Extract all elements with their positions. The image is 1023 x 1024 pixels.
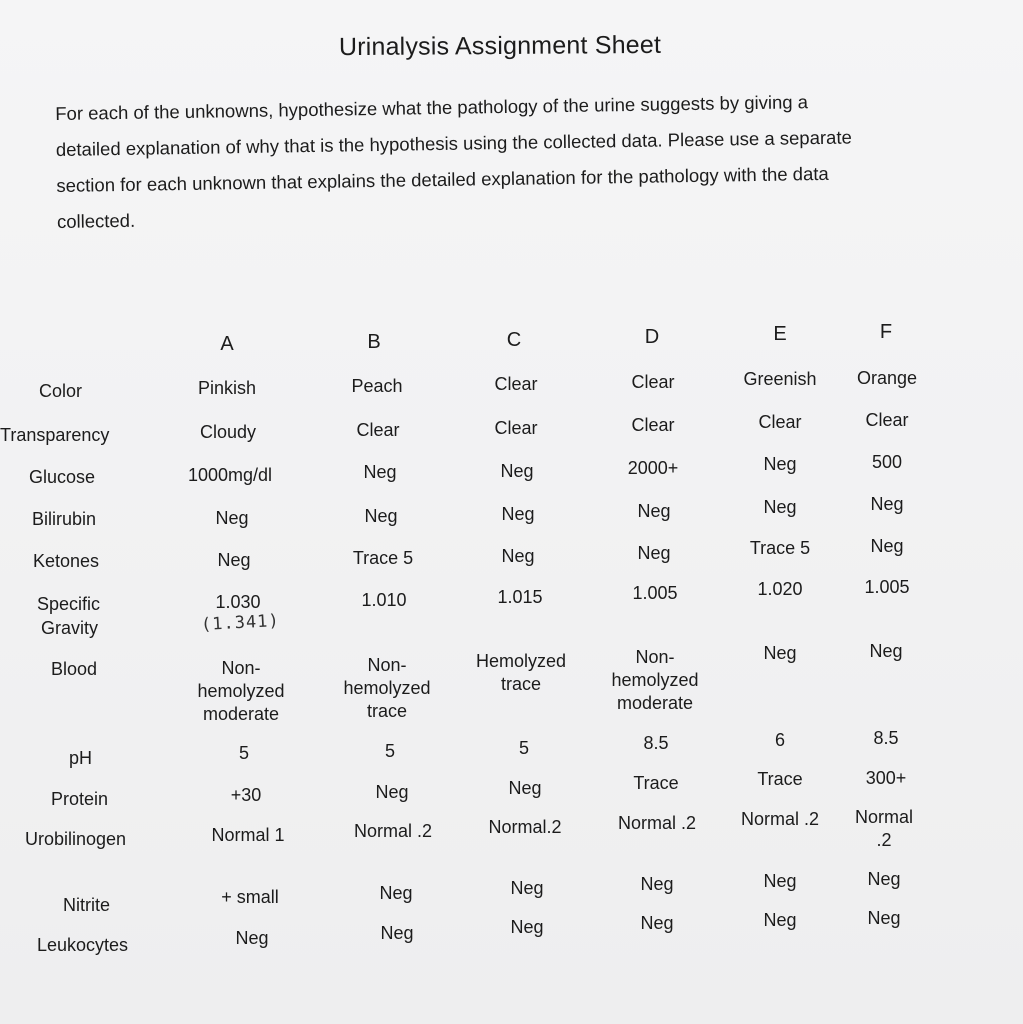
cell-bilirubin-d: Neg	[637, 501, 671, 521]
cell-specific-gravity-b: 1.010	[361, 590, 407, 610]
cell-leukocytes-f: Neg	[867, 908, 901, 928]
cell-urobilinogen-f-line2: .2	[876, 830, 892, 850]
cell-bilirubin-c: Neg	[501, 504, 535, 524]
cell-color-d: Clear	[631, 372, 675, 392]
instructions-line: detailed explanation of why that is the hypothesis using the collected data. Please use a separate	[55, 126, 852, 160]
row-label-blood: Blood	[51, 659, 98, 679]
cell-ph-e: 6	[774, 730, 785, 750]
cell-color-c: Clear	[494, 374, 538, 394]
instructions-line: section for each unknown that explains the detailed explanation for the pathology with the data	[56, 162, 829, 196]
row-label-specific-gravity-line2: Gravity	[41, 618, 99, 638]
cell-color-e: Greenish	[743, 369, 817, 389]
cell-color-b: Peach	[351, 376, 403, 396]
cell-leukocytes-e: Neg	[763, 910, 797, 930]
cell-specific-gravity-f: 1.005	[864, 577, 910, 597]
cell-blood-d-line1: Non-	[635, 647, 675, 667]
cell-specific-gravity-e: 1.020	[757, 579, 803, 599]
cell-urobilinogen-c: Normal.2	[488, 817, 562, 837]
cell-transparency-a: Cloudy	[199, 422, 257, 442]
cell-leukocytes-a: Neg	[235, 928, 269, 948]
cell-blood-b-line2: hemolyzed	[343, 678, 431, 698]
cell-blood-a-line2: hemolyzed	[197, 681, 285, 701]
column-header-f: F	[879, 321, 893, 343]
cell-protein-c: Neg	[508, 778, 542, 798]
row-label-bilirubin: Bilirubin	[32, 509, 97, 529]
cell-leukocytes-d: Neg	[640, 913, 674, 933]
cell-bilirubin-a: Neg	[215, 508, 249, 528]
cell-urobilinogen-b: Normal .2	[353, 821, 433, 841]
page-title: Urinalysis Assignment Sheet	[338, 30, 662, 62]
cell-blood-a-line1: Non-	[221, 658, 261, 678]
cell-ketones-e: Trace 5	[749, 538, 811, 558]
row-label-specific-gravity: Specific	[37, 594, 101, 614]
column-header-a: A	[220, 333, 234, 355]
cell-glucose-c: Neg	[500, 461, 534, 481]
cell-nitrite-f: Neg	[867, 869, 901, 889]
cell-transparency-e: Clear	[758, 412, 802, 432]
cell-color-a: Pinkish	[197, 378, 257, 398]
cell-protein-e: Trace	[757, 769, 803, 789]
row-label-protein: Protein	[51, 789, 109, 809]
cell-glucose-e: Neg	[763, 454, 797, 474]
cell-blood-b-line1: Non-	[367, 655, 407, 675]
cell-color-f: Orange	[856, 368, 918, 388]
cell-specific-gravity-d: 1.005	[632, 583, 678, 603]
cell-blood-c-line2: trace	[500, 674, 542, 694]
column-header-c: C	[506, 329, 522, 351]
cell-blood-f: Neg	[869, 641, 903, 661]
cell-transparency-d: Clear	[631, 415, 675, 435]
cell-protein-b: Neg	[375, 782, 409, 802]
row-label-nitrite: Nitrite	[63, 895, 111, 915]
column-header-e: E	[773, 323, 787, 345]
cell-blood-e: Neg	[763, 643, 797, 663]
cell-ketones-b: Trace 5	[352, 548, 414, 568]
cell-glucose-f: 500	[871, 452, 903, 472]
cell-bilirubin-b: Neg	[364, 506, 398, 526]
cell-blood-d-line3: moderate	[616, 693, 694, 713]
cell-glucose-a: 1000mg/dl	[187, 465, 273, 485]
cell-nitrite-d: Neg	[640, 874, 674, 894]
cell-ph-d: 8.5	[643, 733, 669, 753]
cell-nitrite-c: Neg	[510, 878, 544, 898]
cell-urobilinogen-d: Normal .2	[617, 813, 697, 833]
instructions-line: For each of the unknowns, hypothesize what the pathology of the urine suggests by giving a	[55, 91, 809, 124]
cell-glucose-d: 2000+	[627, 458, 679, 478]
cell-blood-a-line3: moderate	[202, 704, 280, 724]
cell-ketones-d: Neg	[637, 543, 671, 563]
cell-leukocytes-b: Neg	[380, 923, 414, 943]
cell-ph-c: 5	[518, 738, 529, 758]
row-label-glucose: Glucose	[29, 467, 96, 487]
cell-bilirubin-f: Neg	[870, 494, 904, 514]
cell-specific-gravity-c: 1.015	[497, 587, 543, 607]
row-label-ketones: Ketones	[33, 551, 100, 571]
cell-transparency-f: Clear	[865, 410, 909, 430]
cell-ketones-c: Neg	[501, 546, 535, 566]
cell-urobilinogen-f-line1: Normal	[854, 807, 913, 827]
handwritten-note-specific-gravity: (1.341)	[200, 610, 281, 636]
cell-leukocytes-c: Neg	[510, 917, 544, 937]
cell-specific-gravity-a: 1.030	[215, 592, 261, 612]
cell-ketones-f: Neg	[870, 536, 904, 556]
cell-transparency-c: Clear	[494, 418, 538, 438]
cell-protein-f: 300+	[865, 768, 907, 788]
row-label-leukocytes: Leukocytes	[37, 935, 129, 955]
cell-protein-d: Trace	[633, 773, 679, 793]
cell-transparency-b: Clear	[356, 420, 400, 440]
cell-ph-f: 8.5	[873, 728, 899, 748]
column-header-d: D	[644, 326, 660, 348]
row-label-color: Color	[39, 381, 83, 401]
cell-ph-b: 5	[384, 741, 395, 761]
cell-blood-b-line3: trace	[366, 701, 408, 721]
column-header-b: B	[367, 331, 381, 353]
cell-urobilinogen-e: Normal .2	[740, 809, 820, 829]
cell-ph-a: 5	[238, 743, 249, 763]
cell-nitrite-e: Neg	[763, 871, 797, 891]
cell-bilirubin-e: Neg	[763, 497, 797, 517]
row-label-transparency: Transparency	[0, 425, 110, 445]
cell-urobilinogen-a: Normal 1	[211, 825, 285, 845]
cell-blood-d-line2: hemolyzed	[611, 670, 699, 690]
cell-nitrite-b: Neg	[379, 883, 413, 903]
cell-ketones-a: Neg	[217, 550, 251, 570]
cell-blood-c-line1: Hemolyzed	[475, 651, 567, 671]
row-label-ph: pH	[69, 748, 93, 768]
cell-nitrite-a: + small	[221, 887, 279, 907]
cell-glucose-b: Neg	[363, 462, 397, 482]
row-label-urobilinogen: Urobilinogen	[25, 829, 127, 849]
cell-protein-a: +30	[230, 785, 262, 805]
instructions-line: collected.	[56, 209, 136, 232]
